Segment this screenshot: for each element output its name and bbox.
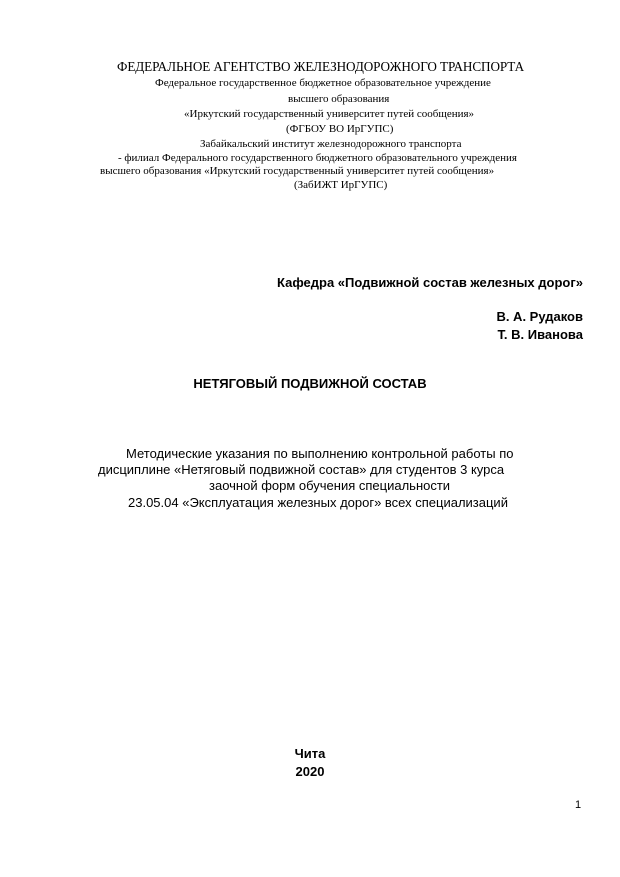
document-title: НЕТЯГОВЫЙ ПОДВИЖНОЙ СОСТАВ [193,376,427,391]
university-name-line: «Иркутский государственный университет путей сообщения» [184,108,475,120]
description-line-3: заочной форм обучения специальности [209,478,451,493]
description-line-2: дисциплине «Нетяговый подвижной состав» для студентов 3 курса [98,462,505,477]
institute-abbr-line: (ЗабИЖТ ИрГУПС) [294,179,388,191]
publication-year: 2020 [295,764,325,779]
institute-name-line: Забайкальский институт железнодорожного транспорта [200,138,462,150]
branch-university-line: высшего образования «Иркутский государственный университет путей сообщения» [100,165,495,177]
page-number: 1 [575,799,582,811]
description-line-1: Методические указания по выполнению контрольной работы по [126,446,514,461]
department-name: Кафедра «Подвижной состав железных дорог» [277,275,583,290]
author-2: Т. В. Иванова [497,327,583,342]
university-abbr-line: (ФГБОУ ВО ИрГУПС) [286,123,394,135]
city-name: Чита [294,746,326,761]
description-line-4: 23.05.04 «Эксплуатация железных дорог» всех специализаций [128,495,508,510]
branch-line: - филиал Федерального государственного бюджетного образовательного учреждения [118,152,517,164]
institution-type-line: Федеральное государственное бюджетное образовательное учреждение [155,77,491,89]
agency-name: ФЕДЕРАЛЬНОЕ АГЕНТСТВО ЖЕЛЕЗНОДОРОЖНОГО ТРАНСПОРТА [117,59,525,74]
author-1: В. А. Рудаков [496,309,583,324]
education-level-line: высшего образования [288,93,390,105]
